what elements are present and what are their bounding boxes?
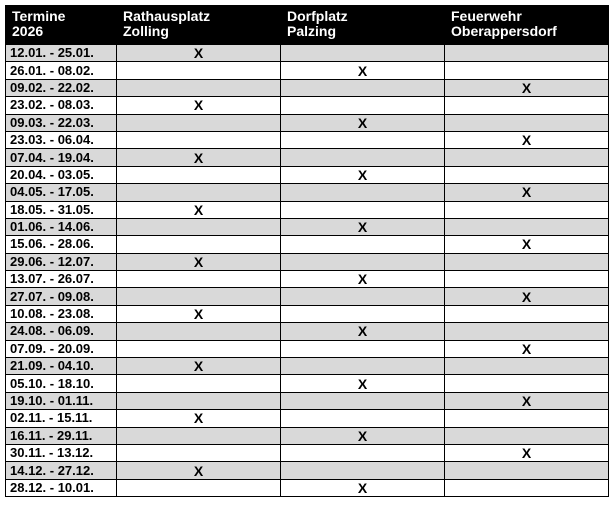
- location-mark-cell: X: [281, 62, 445, 79]
- table-row: [6, 479, 609, 496]
- location-mark-cell: X: [117, 358, 281, 375]
- empty-cell: [117, 131, 281, 148]
- table-row: [6, 131, 609, 148]
- empty-cell: [445, 218, 609, 235]
- table-row: [6, 253, 609, 270]
- empty-cell: [281, 340, 445, 357]
- empty-cell: [117, 271, 281, 288]
- header-location-zolling: [117, 6, 281, 45]
- location-mark-cell: X: [445, 340, 609, 357]
- location-mark-cell: X: [117, 97, 281, 114]
- table-row: [6, 271, 609, 288]
- date-range-cell: 20.04. - 03.05.: [6, 166, 117, 183]
- table-row: [6, 427, 609, 444]
- empty-cell: [445, 479, 609, 496]
- header-location-palzing-line1: Dorfplatz: [287, 8, 348, 24]
- table-row: [6, 462, 609, 479]
- date-range-cell: 16.11. - 29.11.: [6, 427, 117, 444]
- location-mark-cell: X: [445, 79, 609, 96]
- header-dates: [6, 6, 117, 45]
- table-row: [6, 114, 609, 131]
- table-row: [6, 288, 609, 305]
- empty-cell: [117, 479, 281, 496]
- empty-cell: [117, 218, 281, 235]
- date-range-cell: 19.10. - 01.11.: [6, 392, 117, 409]
- date-range-cell: 18.05. - 31.05.: [6, 201, 117, 218]
- date-range-cell: 07.09. - 20.09.: [6, 340, 117, 357]
- date-range-cell: 01.06. - 14.06.: [6, 218, 117, 235]
- table-row: [6, 392, 609, 409]
- empty-cell: [445, 323, 609, 340]
- table-row: [6, 45, 609, 62]
- date-range-cell: 24.08. - 06.09.: [6, 323, 117, 340]
- location-mark-cell: X: [445, 392, 609, 409]
- header-location-oberappersdorf: [445, 6, 609, 45]
- date-range-cell: 09.02. - 22.02.: [6, 79, 117, 96]
- empty-cell: [445, 375, 609, 392]
- table-row: [6, 166, 609, 183]
- empty-cell: [281, 45, 445, 62]
- empty-cell: [281, 410, 445, 427]
- header-row: [6, 6, 609, 45]
- empty-cell: [445, 97, 609, 114]
- empty-cell: [117, 375, 281, 392]
- empty-cell: [445, 410, 609, 427]
- location-mark-cell: X: [281, 427, 445, 444]
- date-range-cell: 14.12. - 27.12.: [6, 462, 117, 479]
- date-range-cell: 23.03. - 06.04.: [6, 131, 117, 148]
- date-range-cell: 02.11. - 15.11.: [6, 410, 117, 427]
- empty-cell: [445, 462, 609, 479]
- date-range-cell: 10.08. - 23.08.: [6, 305, 117, 322]
- empty-cell: [445, 427, 609, 444]
- date-range-cell: 23.02. - 08.03.: [6, 97, 117, 114]
- empty-cell: [281, 131, 445, 148]
- date-range-cell: 30.11. - 13.12.: [6, 444, 117, 461]
- header-location-palzing: [281, 6, 445, 45]
- table-row: [6, 62, 609, 79]
- location-mark-cell: X: [281, 375, 445, 392]
- table-row: [6, 79, 609, 96]
- empty-cell: [281, 184, 445, 201]
- empty-cell: [117, 79, 281, 96]
- header-location-palzing-line2: Palzing: [287, 23, 337, 39]
- location-mark-cell: X: [117, 45, 281, 62]
- table-row: [6, 358, 609, 375]
- date-range-cell: 09.03. - 22.03.: [6, 114, 117, 131]
- location-mark-cell: X: [445, 184, 609, 201]
- location-mark-cell: X: [445, 236, 609, 253]
- table-header: [6, 6, 609, 45]
- empty-cell: [445, 253, 609, 270]
- empty-cell: [281, 236, 445, 253]
- table-row: [6, 375, 609, 392]
- empty-cell: [445, 305, 609, 322]
- empty-cell: [445, 166, 609, 183]
- empty-cell: [281, 444, 445, 461]
- empty-cell: [117, 236, 281, 253]
- date-range-cell: 21.09. - 04.10.: [6, 358, 117, 375]
- table-row: [6, 97, 609, 114]
- location-mark-cell: X: [445, 288, 609, 305]
- table-row: [6, 218, 609, 235]
- header-location-oberappersdorf-line1: Feuerwehr: [451, 8, 522, 24]
- table-row: [6, 149, 609, 166]
- empty-cell: [281, 392, 445, 409]
- location-mark-cell: X: [281, 479, 445, 496]
- location-mark-cell: X: [117, 305, 281, 322]
- empty-cell: [117, 62, 281, 79]
- header-dates-line1: Termine: [12, 8, 66, 24]
- empty-cell: [281, 149, 445, 166]
- date-range-cell: 15.06. - 28.06.: [6, 236, 117, 253]
- empty-cell: [117, 184, 281, 201]
- date-range-cell: 12.01. - 25.01.: [6, 45, 117, 62]
- empty-cell: [445, 201, 609, 218]
- date-range-cell: 26.01. - 08.02.: [6, 62, 117, 79]
- empty-cell: [281, 288, 445, 305]
- location-mark-cell: X: [281, 166, 445, 183]
- empty-cell: [281, 201, 445, 218]
- location-mark-cell: X: [281, 323, 445, 340]
- empty-cell: [117, 288, 281, 305]
- table-row: [6, 236, 609, 253]
- header-location-zolling-line1: Rathausplatz: [123, 8, 211, 24]
- date-range-cell: 07.04. - 19.04.: [6, 149, 117, 166]
- location-mark-cell: X: [117, 201, 281, 218]
- table-row: [6, 323, 609, 340]
- table-body: [6, 45, 609, 497]
- table-row: [6, 444, 609, 461]
- location-mark-cell: X: [117, 149, 281, 166]
- empty-cell: [281, 253, 445, 270]
- empty-cell: [281, 97, 445, 114]
- header-dates-line2: 2026: [12, 23, 44, 39]
- empty-cell: [281, 305, 445, 322]
- empty-cell: [117, 166, 281, 183]
- empty-cell: [445, 271, 609, 288]
- date-range-cell: 27.07. - 09.08.: [6, 288, 117, 305]
- header-location-oberappersdorf-line2: Oberappersdorf: [451, 23, 557, 39]
- empty-cell: [445, 62, 609, 79]
- empty-cell: [117, 340, 281, 357]
- empty-cell: [117, 392, 281, 409]
- table-row: [6, 305, 609, 322]
- location-mark-cell: X: [445, 444, 609, 461]
- empty-cell: [117, 427, 281, 444]
- date-range-cell: 28.12. - 10.01.: [6, 479, 117, 496]
- location-mark-cell: X: [281, 114, 445, 131]
- empty-cell: [117, 444, 281, 461]
- date-range-cell: 29.06. - 12.07.: [6, 253, 117, 270]
- schedule-table: [5, 5, 609, 497]
- header-location-zolling-line2: Zolling: [123, 23, 169, 39]
- table-row: [6, 410, 609, 427]
- location-mark-cell: X: [445, 131, 609, 148]
- table-row: [6, 184, 609, 201]
- table-row: [6, 340, 609, 357]
- table-row: [6, 201, 609, 218]
- empty-cell: [281, 462, 445, 479]
- empty-cell: [445, 149, 609, 166]
- empty-cell: [281, 79, 445, 96]
- empty-cell: [117, 114, 281, 131]
- empty-cell: [117, 323, 281, 340]
- empty-cell: [445, 45, 609, 62]
- empty-cell: [445, 114, 609, 131]
- location-mark-cell: X: [117, 410, 281, 427]
- empty-cell: [281, 358, 445, 375]
- location-mark-cell: X: [281, 271, 445, 288]
- date-range-cell: 13.07. - 26.07.: [6, 271, 117, 288]
- location-mark-cell: X: [117, 253, 281, 270]
- location-mark-cell: X: [281, 218, 445, 235]
- location-mark-cell: X: [117, 462, 281, 479]
- date-range-cell: 04.05. - 17.05.: [6, 184, 117, 201]
- empty-cell: [445, 358, 609, 375]
- date-range-cell: 05.10. - 18.10.: [6, 375, 117, 392]
